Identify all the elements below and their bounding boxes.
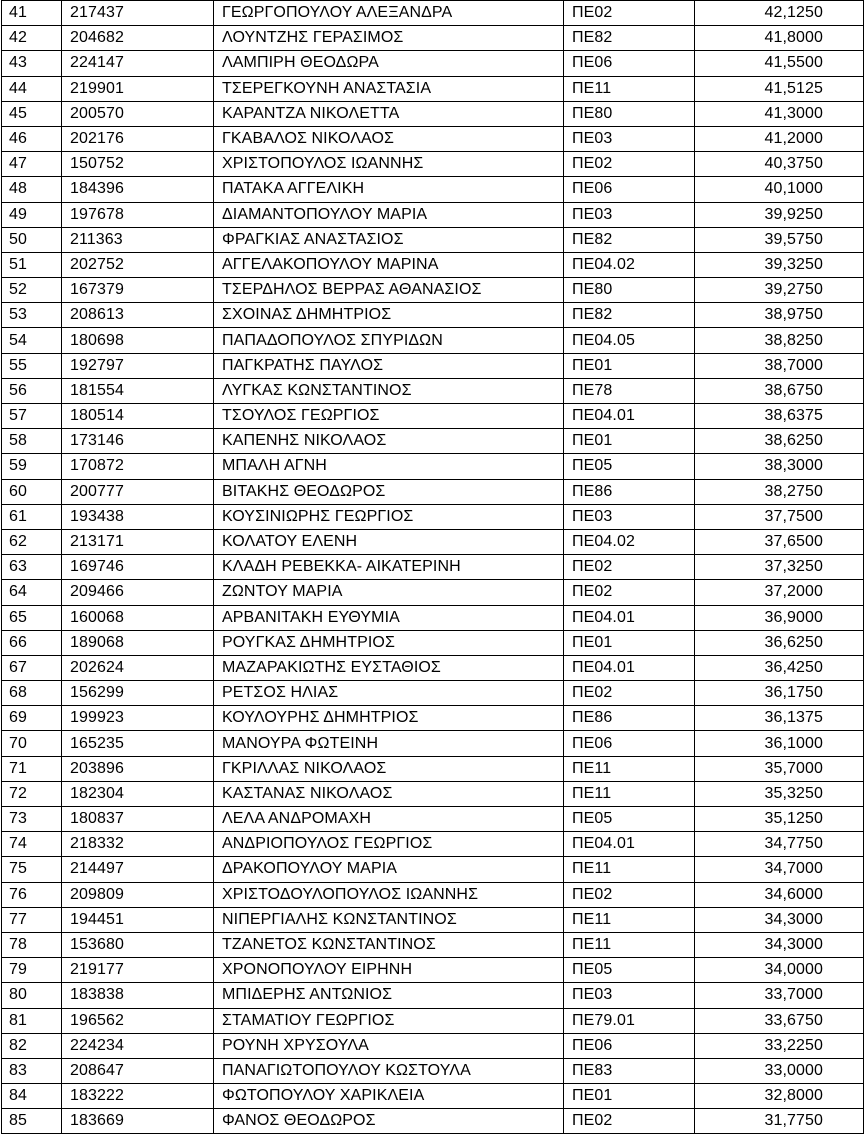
score-cell: 38,6375 bbox=[695, 404, 864, 429]
registry-id-cell: 200777 bbox=[62, 479, 214, 504]
specialty-cell: ΠΕ06 bbox=[564, 731, 695, 756]
score-cell: 37,2000 bbox=[695, 580, 864, 605]
rank-cell: 59 bbox=[2, 454, 62, 479]
specialty-cell: ΠΕ01 bbox=[564, 429, 695, 454]
registry-id-cell: 219901 bbox=[62, 76, 214, 101]
specialty-cell: ΠΕ01 bbox=[564, 630, 695, 655]
table-row bbox=[2, 580, 864, 605]
table-row bbox=[2, 630, 864, 655]
rank-cell: 76 bbox=[2, 882, 62, 907]
specialty-cell: ΠΕ80 bbox=[564, 101, 695, 126]
full-name-cell: ΛΕΛΑ ΑΝΔΡΟΜΑΧΗ bbox=[214, 807, 564, 832]
full-name-cell: ΛΥΓΚΑΣ ΚΩΝΣΤΑΝΤΙΝΟΣ bbox=[214, 378, 564, 403]
registry-id-cell: 196562 bbox=[62, 1008, 214, 1033]
specialty-cell: ΠΕ04.01 bbox=[564, 605, 695, 630]
rank-cell: 60 bbox=[2, 479, 62, 504]
rank-cell: 46 bbox=[2, 126, 62, 151]
score-cell: 36,1750 bbox=[695, 681, 864, 706]
full-name-cell: ΓΕΩΡΓΟΠΟΥΛΟΥ ΑΛΕΞΑΝΔΡΑ bbox=[214, 1, 564, 26]
score-cell: 33,6750 bbox=[695, 1008, 864, 1033]
table-row bbox=[2, 1, 864, 26]
table-row bbox=[2, 126, 864, 151]
score-cell: 41,8000 bbox=[695, 26, 864, 51]
table-row bbox=[2, 882, 864, 907]
rank-cell: 62 bbox=[2, 529, 62, 554]
table-row bbox=[2, 429, 864, 454]
rank-cell: 51 bbox=[2, 252, 62, 277]
full-name-cell: ΤΣΕΡΕΓΚΟΥΝΗ ΑΝΑΣΤΑΣΙΑ bbox=[214, 76, 564, 101]
score-cell: 36,1375 bbox=[695, 706, 864, 731]
registry-id-cell: 189068 bbox=[62, 630, 214, 655]
full-name-cell: ΡΕΤΣΟΣ ΗΛΙΑΣ bbox=[214, 681, 564, 706]
table-row bbox=[2, 731, 864, 756]
registry-id-cell: 180698 bbox=[62, 328, 214, 353]
full-name-cell: ΠΑΠΑΔΟΠΟΥΛΟΣ ΣΠΥΡΙΔΩΝ bbox=[214, 328, 564, 353]
full-name-cell: ΧΡΟΝΟΠΟΥΛΟΥ ΕΙΡΗΝΗ bbox=[214, 958, 564, 983]
score-cell: 39,3250 bbox=[695, 252, 864, 277]
score-cell: 33,0000 bbox=[695, 1058, 864, 1083]
score-cell: 41,5500 bbox=[695, 51, 864, 76]
table-row bbox=[2, 76, 864, 101]
specialty-cell: ΠΕ04.02 bbox=[564, 529, 695, 554]
specialty-cell: ΠΕ05 bbox=[564, 958, 695, 983]
score-cell: 36,9000 bbox=[695, 605, 864, 630]
full-name-cell: ΠΑΤΑΚΑ ΑΓΓΕΛΙΚΗ bbox=[214, 177, 564, 202]
registry-id-cell: 167379 bbox=[62, 278, 214, 303]
table-row bbox=[2, 454, 864, 479]
table-row bbox=[2, 958, 864, 983]
registry-id-cell: 217437 bbox=[62, 1, 214, 26]
full-name-cell: ΚΑΡΑΝΤΖΑ ΝΙΚΟΛΕΤΤΑ bbox=[214, 101, 564, 126]
rank-cell: 44 bbox=[2, 76, 62, 101]
full-name-cell: ΠΑΓΚΡΑΤΗΣ ΠΑΥΛΟΣ bbox=[214, 353, 564, 378]
full-name-cell: ΡΟΥΓΚΑΣ ΔΗΜΗΤΡΙΟΣ bbox=[214, 630, 564, 655]
specialty-cell: ΠΕ86 bbox=[564, 479, 695, 504]
specialty-cell: ΠΕ06 bbox=[564, 1033, 695, 1058]
full-name-cell: ΚΑΣΤΑΝΑΣ ΝΙΚΟΛΑΟΣ bbox=[214, 781, 564, 806]
registry-id-cell: 181554 bbox=[62, 378, 214, 403]
table-row bbox=[2, 353, 864, 378]
rank-cell: 57 bbox=[2, 404, 62, 429]
registry-id-cell: 153680 bbox=[62, 932, 214, 957]
score-cell: 41,2000 bbox=[695, 126, 864, 151]
full-name-cell: ΓΚΡΙΛΛΑΣ ΝΙΚΟΛΑΟΣ bbox=[214, 756, 564, 781]
score-cell: 33,2250 bbox=[695, 1033, 864, 1058]
full-name-cell: ΚΛΑΔΗ ΡΕΒΕΚΚΑ- ΑΙΚΑΤΕΡΙΝΗ bbox=[214, 555, 564, 580]
registry-id-cell: 199923 bbox=[62, 706, 214, 731]
specialty-cell: ΠΕ86 bbox=[564, 706, 695, 731]
full-name-cell: ΦΡΑΓΚΙΑΣ ΑΝΑΣΤΑΣΙΟΣ bbox=[214, 227, 564, 252]
ranking-table bbox=[1, 0, 864, 1134]
full-name-cell: ΧΡΙΣΤΟΔΟΥΛΟΠΟΥΛΟΣ ΙΩΑΝΝΗΣ bbox=[214, 882, 564, 907]
specialty-cell: ΠΕ82 bbox=[564, 26, 695, 51]
rank-cell: 70 bbox=[2, 731, 62, 756]
specialty-cell: ΠΕ03 bbox=[564, 202, 695, 227]
table-row bbox=[2, 605, 864, 630]
score-cell: 34,3000 bbox=[695, 907, 864, 932]
score-cell: 34,3000 bbox=[695, 932, 864, 957]
registry-id-cell: 214497 bbox=[62, 857, 214, 882]
rank-cell: 43 bbox=[2, 51, 62, 76]
specialty-cell: ΠΕ02 bbox=[564, 555, 695, 580]
registry-id-cell: 209466 bbox=[62, 580, 214, 605]
table-row bbox=[2, 328, 864, 353]
table-row bbox=[2, 101, 864, 126]
table-row bbox=[2, 706, 864, 731]
full-name-cell: ΜΠΙΔΕΡΗΣ ΑΝΤΩΝΙΟΣ bbox=[214, 983, 564, 1008]
table-row bbox=[2, 681, 864, 706]
full-name-cell: ΤΖΑΝΕΤΟΣ ΚΩΝΣΤΑΝΤΙΝΟΣ bbox=[214, 932, 564, 957]
specialty-cell: ΠΕ78 bbox=[564, 378, 695, 403]
registry-id-cell: 170872 bbox=[62, 454, 214, 479]
full-name-cell: ΛΟΥΝΤΖΗΣ ΓΕΡΑΣΙΜΟΣ bbox=[214, 26, 564, 51]
full-name-cell: ΛΑΜΠΙΡΗ ΘΕΟΔΩΡΑ bbox=[214, 51, 564, 76]
registry-id-cell: 183838 bbox=[62, 983, 214, 1008]
full-name-cell: ΚΟΥΛΟΥΡΗΣ ΔΗΜΗΤΡΙΟΣ bbox=[214, 706, 564, 731]
score-cell: 35,7000 bbox=[695, 756, 864, 781]
rank-cell: 41 bbox=[2, 1, 62, 26]
score-cell: 35,3250 bbox=[695, 781, 864, 806]
specialty-cell: ΠΕ04.01 bbox=[564, 832, 695, 857]
score-cell: 38,3000 bbox=[695, 454, 864, 479]
registry-id-cell: 150752 bbox=[62, 152, 214, 177]
score-cell: 31,7750 bbox=[695, 1109, 864, 1134]
table-row bbox=[2, 1058, 864, 1083]
table-row bbox=[2, 832, 864, 857]
full-name-cell: ΜΑΖΑΡΑΚΙΩΤΗΣ ΕΥΣΤΑΘΙΟΣ bbox=[214, 655, 564, 680]
specialty-cell: ΠΕ11 bbox=[564, 932, 695, 957]
specialty-cell: ΠΕ02 bbox=[564, 681, 695, 706]
registry-id-cell: 194451 bbox=[62, 907, 214, 932]
registry-id-cell: 169746 bbox=[62, 555, 214, 580]
table-row bbox=[2, 1084, 864, 1109]
score-cell: 37,6500 bbox=[695, 529, 864, 554]
specialty-cell: ΠΕ11 bbox=[564, 756, 695, 781]
full-name-cell: ΦΑΝΟΣ ΘΕΟΔΩΡΟΣ bbox=[214, 1109, 564, 1134]
score-cell: 35,1250 bbox=[695, 807, 864, 832]
rank-cell: 68 bbox=[2, 681, 62, 706]
full-name-cell: ΡΟΥΝΗ ΧΡΥΣΟΥΛΑ bbox=[214, 1033, 564, 1058]
score-cell: 38,6250 bbox=[695, 429, 864, 454]
registry-id-cell: 180837 bbox=[62, 807, 214, 832]
registry-id-cell: 197678 bbox=[62, 202, 214, 227]
score-cell: 38,6750 bbox=[695, 378, 864, 403]
table-row bbox=[2, 26, 864, 51]
rank-cell: 65 bbox=[2, 605, 62, 630]
full-name-cell: ΔΡΑΚΟΠΟΥΛΟΥ ΜΑΡΙΑ bbox=[214, 857, 564, 882]
specialty-cell: ΠΕ05 bbox=[564, 807, 695, 832]
registry-id-cell: 184396 bbox=[62, 177, 214, 202]
rank-cell: 47 bbox=[2, 152, 62, 177]
rank-cell: 48 bbox=[2, 177, 62, 202]
registry-id-cell: 202752 bbox=[62, 252, 214, 277]
specialty-cell: ΠΕ02 bbox=[564, 882, 695, 907]
registry-id-cell: 182304 bbox=[62, 781, 214, 806]
specialty-cell: ΠΕ79.01 bbox=[564, 1008, 695, 1033]
score-cell: 38,2750 bbox=[695, 479, 864, 504]
table-row bbox=[2, 177, 864, 202]
score-cell: 42,1250 bbox=[695, 1, 864, 26]
rank-cell: 49 bbox=[2, 202, 62, 227]
rank-cell: 55 bbox=[2, 353, 62, 378]
score-cell: 32,8000 bbox=[695, 1084, 864, 1109]
table-row bbox=[2, 529, 864, 554]
specialty-cell: ΠΕ04.01 bbox=[564, 404, 695, 429]
specialty-cell: ΠΕ11 bbox=[564, 76, 695, 101]
rank-cell: 78 bbox=[2, 932, 62, 957]
table-row bbox=[2, 983, 864, 1008]
rank-cell: 56 bbox=[2, 378, 62, 403]
rank-cell: 63 bbox=[2, 555, 62, 580]
score-cell: 36,1000 bbox=[695, 731, 864, 756]
rank-cell: 66 bbox=[2, 630, 62, 655]
registry-id-cell: 202176 bbox=[62, 126, 214, 151]
specialty-cell: ΠΕ03 bbox=[564, 504, 695, 529]
full-name-cell: ΤΣΟΥΛΟΣ ΓΕΩΡΓΙΟΣ bbox=[214, 404, 564, 429]
specialty-cell: ΠΕ11 bbox=[564, 907, 695, 932]
registry-id-cell: 173146 bbox=[62, 429, 214, 454]
specialty-cell: ΠΕ11 bbox=[564, 857, 695, 882]
score-cell: 34,7750 bbox=[695, 832, 864, 857]
specialty-cell: ΠΕ80 bbox=[564, 278, 695, 303]
rank-cell: 79 bbox=[2, 958, 62, 983]
registry-id-cell: 192797 bbox=[62, 353, 214, 378]
table-row bbox=[2, 932, 864, 957]
full-name-cell: ΑΓΓΕΛΑΚΟΠΟΥΛΟΥ ΜΑΡΙΝΑ bbox=[214, 252, 564, 277]
specialty-cell: ΠΕ03 bbox=[564, 983, 695, 1008]
rank-cell: 71 bbox=[2, 756, 62, 781]
registry-id-cell: 183669 bbox=[62, 1109, 214, 1134]
registry-id-cell: 160068 bbox=[62, 605, 214, 630]
rank-cell: 61 bbox=[2, 504, 62, 529]
specialty-cell: ΠΕ04.05 bbox=[564, 328, 695, 353]
table-row bbox=[2, 202, 864, 227]
table-row bbox=[2, 227, 864, 252]
table-row bbox=[2, 655, 864, 680]
table-row bbox=[2, 504, 864, 529]
rank-cell: 80 bbox=[2, 983, 62, 1008]
full-name-cell: ΣΧΟΙΝΑΣ ΔΗΜΗΤΡΙΟΣ bbox=[214, 303, 564, 328]
rank-cell: 84 bbox=[2, 1084, 62, 1109]
specialty-cell: ΠΕ04.01 bbox=[564, 655, 695, 680]
specialty-cell: ΠΕ02 bbox=[564, 580, 695, 605]
table-row bbox=[2, 1109, 864, 1134]
table-row bbox=[2, 303, 864, 328]
table-row bbox=[2, 1033, 864, 1058]
full-name-cell: ΖΩΝΤΟΥ ΜΑΡΙΑ bbox=[214, 580, 564, 605]
rank-cell: 45 bbox=[2, 101, 62, 126]
rank-cell: 52 bbox=[2, 278, 62, 303]
table-row bbox=[2, 479, 864, 504]
registry-id-cell: 183222 bbox=[62, 1084, 214, 1109]
specialty-cell: ΠΕ06 bbox=[564, 177, 695, 202]
registry-id-cell: 200570 bbox=[62, 101, 214, 126]
registry-id-cell: 209809 bbox=[62, 882, 214, 907]
registry-id-cell: 224234 bbox=[62, 1033, 214, 1058]
table-row bbox=[2, 807, 864, 832]
rank-cell: 82 bbox=[2, 1033, 62, 1058]
registry-id-cell: 202624 bbox=[62, 655, 214, 680]
registry-id-cell: 203896 bbox=[62, 756, 214, 781]
table-row bbox=[2, 756, 864, 781]
rank-cell: 72 bbox=[2, 781, 62, 806]
specialty-cell: ΠΕ03 bbox=[564, 126, 695, 151]
full-name-cell: ΒΙΤΑΚΗΣ ΘΕΟΔΩΡΟΣ bbox=[214, 479, 564, 504]
rank-cell: 73 bbox=[2, 807, 62, 832]
specialty-cell: ΠΕ04.02 bbox=[564, 252, 695, 277]
registry-id-cell: 204682 bbox=[62, 26, 214, 51]
score-cell: 37,3250 bbox=[695, 555, 864, 580]
full-name-cell: ΑΝΔΡΙΟΠΟΥΛΟΣ ΓΕΩΡΓΙΟΣ bbox=[214, 832, 564, 857]
score-cell: 37,7500 bbox=[695, 504, 864, 529]
registry-id-cell: 213171 bbox=[62, 529, 214, 554]
registry-id-cell: 211363 bbox=[62, 227, 214, 252]
table-row bbox=[2, 404, 864, 429]
score-cell: 36,4250 bbox=[695, 655, 864, 680]
full-name-cell: ΓΚΑΒΑΛΟΣ ΝΙΚΟΛΑΟΣ bbox=[214, 126, 564, 151]
rank-cell: 53 bbox=[2, 303, 62, 328]
rank-cell: 77 bbox=[2, 907, 62, 932]
registry-id-cell: 156299 bbox=[62, 681, 214, 706]
specialty-cell: ΠΕ83 bbox=[564, 1058, 695, 1083]
score-cell: 41,3000 bbox=[695, 101, 864, 126]
specialty-cell: ΠΕ82 bbox=[564, 303, 695, 328]
rank-cell: 42 bbox=[2, 26, 62, 51]
full-name-cell: ΠΑΝΑΓΙΩΤΟΠΟΥΛΟΥ ΚΩΣΤΟΥΛΑ bbox=[214, 1058, 564, 1083]
table-row bbox=[2, 252, 864, 277]
score-cell: 41,5125 bbox=[695, 76, 864, 101]
full-name-cell: ΣΤΑΜΑΤΙΟΥ ΓΕΩΡΓΙΟΣ bbox=[214, 1008, 564, 1033]
specialty-cell: ΠΕ11 bbox=[564, 781, 695, 806]
registry-id-cell: 219177 bbox=[62, 958, 214, 983]
registry-id-cell: 224147 bbox=[62, 51, 214, 76]
registry-id-cell: 218332 bbox=[62, 832, 214, 857]
full-name-cell: ΜΑΝΟΥΡΑ ΦΩΤΕΙΝΗ bbox=[214, 731, 564, 756]
specialty-cell: ΠΕ02 bbox=[564, 152, 695, 177]
full-name-cell: ΜΠΑΛΗ ΑΓΝΗ bbox=[214, 454, 564, 479]
full-name-cell: ΧΡΙΣΤΟΠΟΥΛΟΣ ΙΩΑΝΝΗΣ bbox=[214, 152, 564, 177]
rank-cell: 83 bbox=[2, 1058, 62, 1083]
table-row bbox=[2, 51, 864, 76]
score-cell: 38,9750 bbox=[695, 303, 864, 328]
full-name-cell: ΚΟΥΣΙΝΙΩΡΗΣ ΓΕΩΡΓΙΟΣ bbox=[214, 504, 564, 529]
rank-cell: 75 bbox=[2, 857, 62, 882]
table-row bbox=[2, 907, 864, 932]
full-name-cell: ΦΩΤΟΠΟΥΛΟΥ ΧΑΡΙΚΛΕΙΑ bbox=[214, 1084, 564, 1109]
score-cell: 38,8250 bbox=[695, 328, 864, 353]
table-row bbox=[2, 781, 864, 806]
score-cell: 34,0000 bbox=[695, 958, 864, 983]
score-cell: 39,9250 bbox=[695, 202, 864, 227]
table-row bbox=[2, 378, 864, 403]
full-name-cell: ΚΟΛΑΤΟΥ ΕΛΕΝΗ bbox=[214, 529, 564, 554]
table-row bbox=[2, 152, 864, 177]
specialty-cell: ΠΕ01 bbox=[564, 1084, 695, 1109]
score-cell: 34,7000 bbox=[695, 857, 864, 882]
specialty-cell: ΠΕ82 bbox=[564, 227, 695, 252]
full-name-cell: ΔΙΑΜΑΝΤΟΠΟΥΛΟΥ ΜΑΡΙΑ bbox=[214, 202, 564, 227]
rank-cell: 58 bbox=[2, 429, 62, 454]
full-name-cell: ΚΑΠΕΝΗΣ ΝΙΚΟΛΑΟΣ bbox=[214, 429, 564, 454]
full-name-cell: ΑΡΒΑΝΙΤΑΚΗ ΕΥΘΥΜΙΑ bbox=[214, 605, 564, 630]
rank-cell: 64 bbox=[2, 580, 62, 605]
rank-cell: 50 bbox=[2, 227, 62, 252]
specialty-cell: ΠΕ01 bbox=[564, 353, 695, 378]
table-row bbox=[2, 1008, 864, 1033]
registry-id-cell: 208647 bbox=[62, 1058, 214, 1083]
score-cell: 33,7000 bbox=[695, 983, 864, 1008]
specialty-cell: ΠΕ06 bbox=[564, 51, 695, 76]
full-name-cell: ΤΣΕΡΔΗΛΟΣ ΒΕΡΡΑΣ ΑΘΑΝΑΣΙΟΣ bbox=[214, 278, 564, 303]
specialty-cell: ΠΕ05 bbox=[564, 454, 695, 479]
score-cell: 38,7000 bbox=[695, 353, 864, 378]
table-row bbox=[2, 278, 864, 303]
specialty-cell: ΠΕ02 bbox=[564, 1109, 695, 1134]
rank-cell: 54 bbox=[2, 328, 62, 353]
score-cell: 39,2750 bbox=[695, 278, 864, 303]
score-cell: 40,1000 bbox=[695, 177, 864, 202]
registry-id-cell: 180514 bbox=[62, 404, 214, 429]
score-cell: 36,6250 bbox=[695, 630, 864, 655]
ranking-table-body bbox=[2, 1, 864, 1134]
rank-cell: 85 bbox=[2, 1109, 62, 1134]
score-cell: 34,6000 bbox=[695, 882, 864, 907]
score-cell: 39,5750 bbox=[695, 227, 864, 252]
full-name-cell: ΝΙΠΕΡΓΙΑΛΗΣ ΚΩΝΣΤΑΝΤΙΝΟΣ bbox=[214, 907, 564, 932]
table-row bbox=[2, 555, 864, 580]
rank-cell: 74 bbox=[2, 832, 62, 857]
score-cell: 40,3750 bbox=[695, 152, 864, 177]
registry-id-cell: 208613 bbox=[62, 303, 214, 328]
table-row bbox=[2, 857, 864, 882]
rank-cell: 69 bbox=[2, 706, 62, 731]
specialty-cell: ΠΕ02 bbox=[564, 1, 695, 26]
rank-cell: 81 bbox=[2, 1008, 62, 1033]
registry-id-cell: 193438 bbox=[62, 504, 214, 529]
rank-cell: 67 bbox=[2, 655, 62, 680]
registry-id-cell: 165235 bbox=[62, 731, 214, 756]
